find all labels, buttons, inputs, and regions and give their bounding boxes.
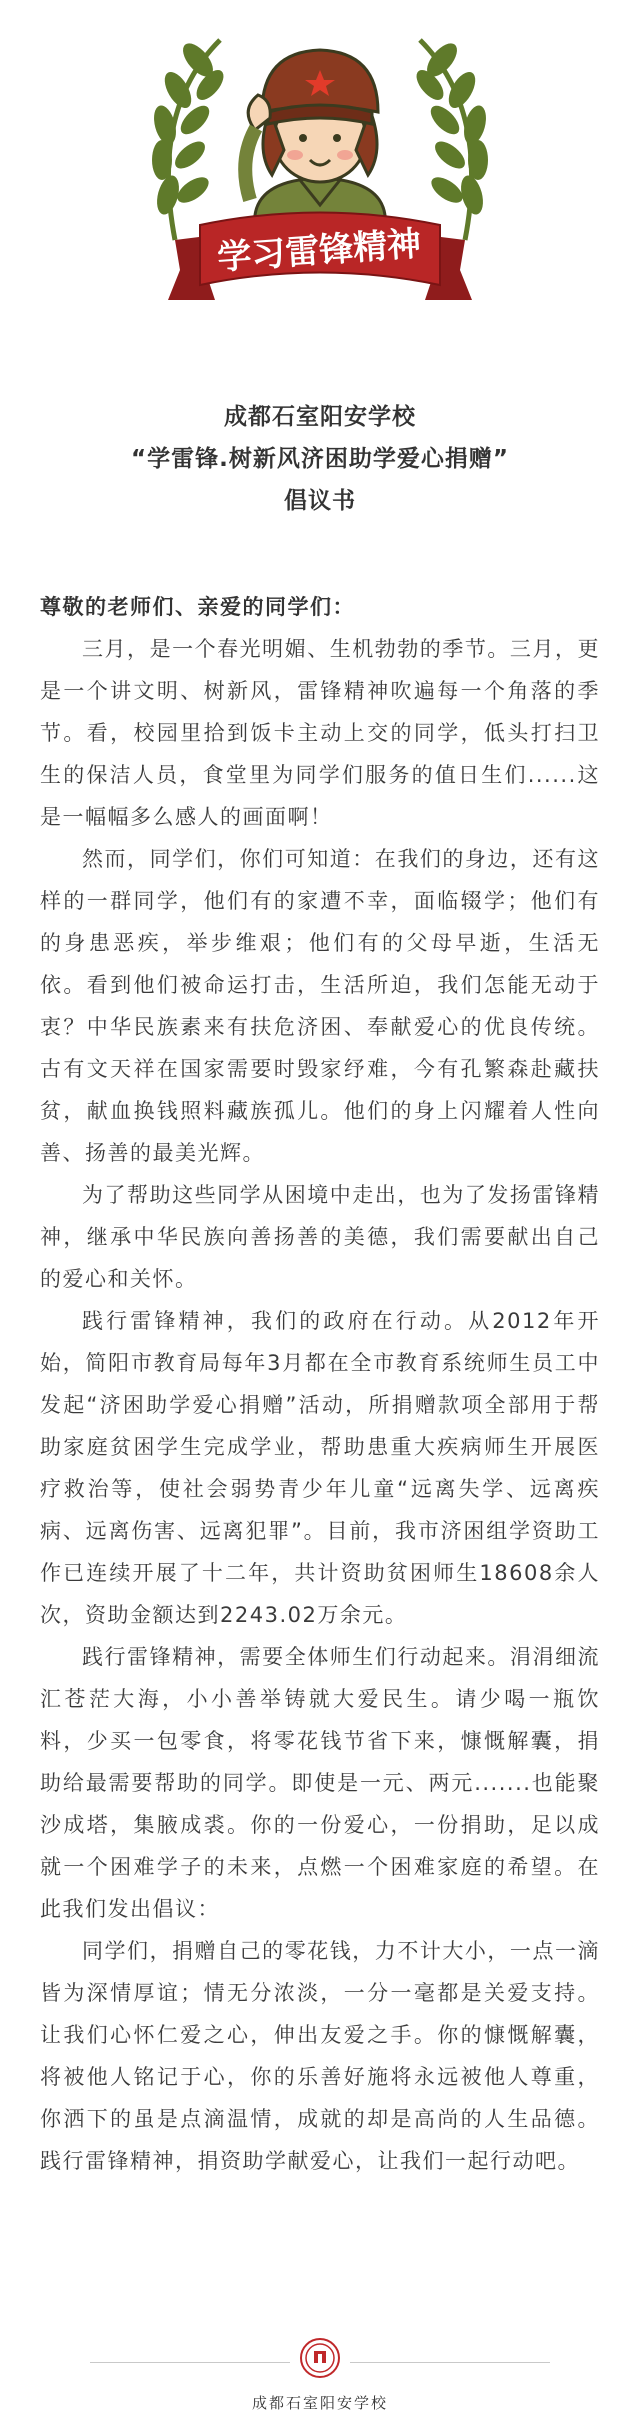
ribbon-banner: [168, 213, 472, 301]
paragraph-6: 同学们，捐赠自己的零花钱，力不计大小，一点一滴皆为深情厚谊；情无分浓淡，一分一毫都是关爱支持。让我们心怀仁爱之心，伸出友爱之手。你的慷慨解囊，将被他人铭记于心，你的乐善好施将永远被他人尊重，你洒下的虽是点滴温情，成就的却是高尚的人生品德。践行雷锋精神，捐资助学献爱心，让我们一起行动吧。: [40, 1939, 600, 2173]
lei-feng-banner: [0, 0, 640, 360]
footer-divider-left: [90, 2362, 290, 2363]
laurel-left: [150, 38, 228, 240]
laurel-right: [412, 38, 490, 240]
school-seal-icon: [299, 2337, 341, 2379]
letter-body: [40, 586, 600, 2182]
salutation: 尊敬的老师们、亲爱的同学们：: [40, 595, 355, 619]
ribbon-text: 学习雷锋精神: [216, 223, 423, 279]
footer-divider-right: [350, 2362, 550, 2363]
paragraph-5: 践行雷锋精神，需要全体师生们行动起来。涓涓细流汇苍茫大海，小小善举铸就大爱民生。请少喝一瓶饮料，少买一包零食，将零花钱节省下来，慷慨解囊，捐助给最需要帮助的同学。即使是一元、两元.......也能聚沙成塔，集腋成裘。你的一份爱心，一份捐助，足以成就一个困难学子的未来，点燃一个困难家庭的希望。在此我们发出倡议：: [40, 1645, 600, 1921]
paragraph-1: 三月，是一个春光明媚、生机勃勃的季节。三月，更是一个讲文明、树新风，雷锋精神吹遍每一个角落的季节。看，校园里拾到饭卡主动上交的同学，低头打扫卫生的保洁人员，食堂里为同学们服务的值日生们......这是一幅幅多么感人的画面啊！: [40, 637, 600, 829]
paragraph-3: 为了帮助这些同学从困境中走出，也为了发扬雷锋精神，继承中华民族向善扬善的美德，我们需要献出自己的爱心和关怀。: [40, 1183, 600, 1291]
campaign-title: “学雷锋.树新风济困助学爱心捐赠”: [131, 446, 509, 472]
footer-school-name: 成都石室阳安学校: [251, 2394, 388, 2412]
paragraph-4: 践行雷锋精神，我们的政府在行动。从2012年开始，简阳市教育局每年3月都在全市教育系统师生员工中发起“济困助学爱心捐赠”活动，所捐赠款项全部用于帮助家庭贫困学生完成学业，帮助患重大疾病师生开展医疗救治等，使社会弱势青少年儿童“远离失学、远离疾病、远离伤害、远离犯罪”。目前，我市济困组学资助工作已连续开展了十二年，共计资助贫困师生18608余人次，资助金额达到2243.02万余元。: [40, 1309, 600, 1627]
document-type-heading: 倡议书: [284, 488, 356, 514]
paragraph-2: 然而，同学们，你们可知道：在我们的身边，还有这样的一群同学，他们有的家遭不幸，面临辍学；他们有的身患恶疾，举步维艰；他们有的父母早逝，生活无依。看到他们被命运打击，生活所迫，我们怎能无动于衷？中华民族素来有扶危济困、奉献爱心的优良传统。古有文天祥在国家需要时毁家纾难，今有孔繁森赴藏扶贫，献血换钱照料藏族孤儿。他们的身上闪耀着人性向善、扬善的最美光辉。: [40, 847, 600, 1165]
school-heading: 成都石室阳安学校: [224, 404, 416, 430]
